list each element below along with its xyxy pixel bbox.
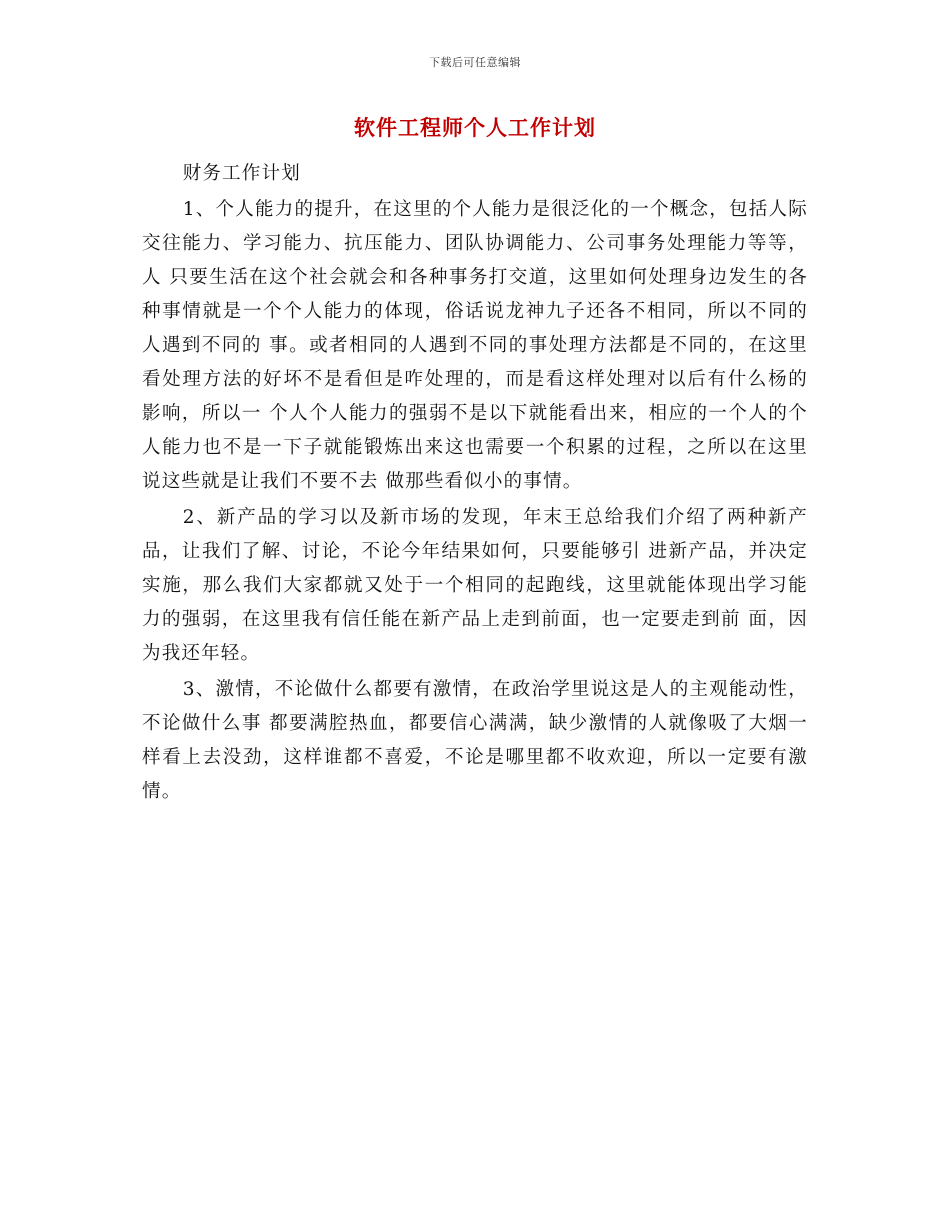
document-subtitle: 财务工作计划 — [182, 163, 301, 184]
paragraph-1: 1、个人能力的提升，在这里的个人能力是很泛化的一个概念，包括人际交往能力、学习能力、抗压能力、团队协调能力、公司事务处理能力等等，人 只要生活在这个社会就会和各种事务打交道，这里如何处理身边发生的各种事情就是一个个人能力的体现，俗话说龙神九子还各不相同，所以不同的人遇到不同的 事。或者相同的人遇到不同的事处理方法都是不同的，在这里看处理方法的好坏不是看但是咋处理的，而是看这样处理对以后有什么杨的影响，所以一 个人个人能力的强弱不是以下就能看出来，相应的一个人的个人能力也不是一下子就能锻炼出来这也需要一个积累的过程，之所以在这里说这些就是让我们不要不去 做那些看似小的事情。 — [142, 199, 808, 492]
document-title: 软件工程师个人工作计划 — [354, 116, 596, 140]
paragraph-3: 3、激情，不论做什么都要有激情，在政治学里说这是人的主观能动性，不论做什么事 都要满腔热血，都要信心满满，缺少激情的人就像吸了大烟一样看上去没劲，这样谁都不喜爱，不论是哪里都不收欢迎，所以一定要有激情。 — [142, 679, 808, 802]
header-note: 下载后可任意编辑 — [429, 56, 521, 69]
paragraph-2: 2、新产品的学习以及新市场的发现，年末王总给我们介绍了两种新产品，让我们了解、讨论，不论今年结果如何，只要能够引 进新产品，并决定实施，那么我们大家都就又处于一个相同的起跑线，这里就能体现出学习能力的强弱，在这里我有信任能在新产品上走到前面，也一定要走到前 面，因为我还年轻。 — [142, 507, 808, 664]
document-body — [142, 157, 808, 809]
